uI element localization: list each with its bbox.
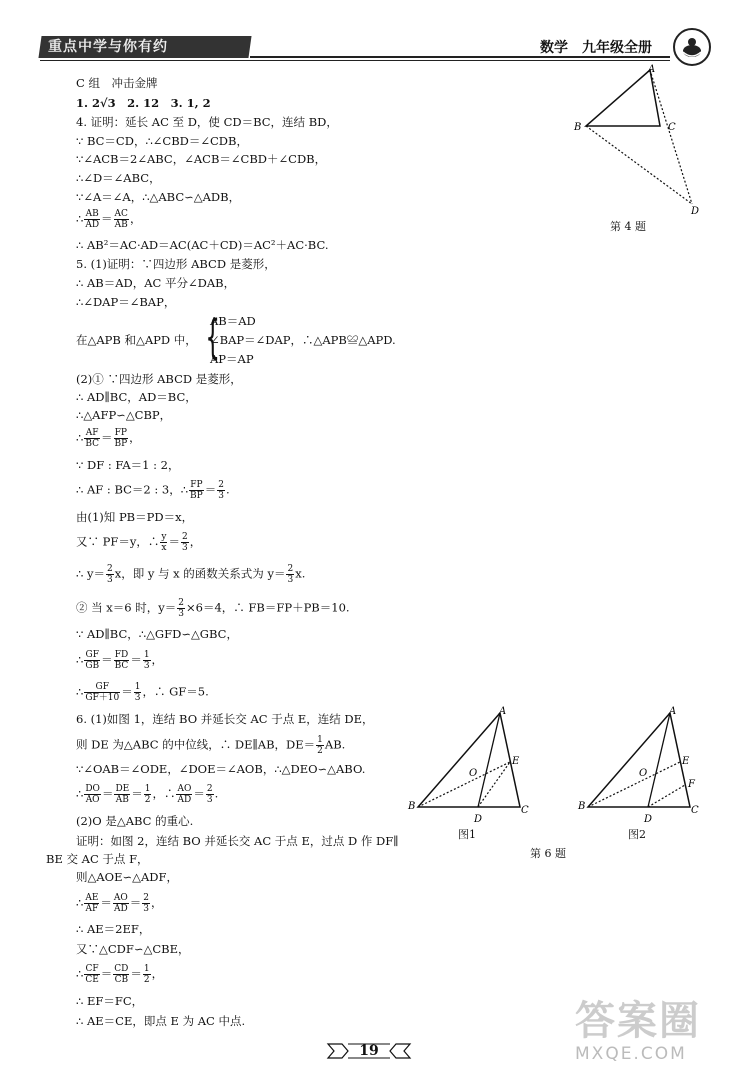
denominator: CB: [114, 975, 129, 985]
text-line: [76, 735, 345, 756]
answers-1-3: 1. 2√3 2. 12 3. 1, 2: [76, 96, 211, 110]
system-line: ∠BAP＝∠DAP，∴△APB≌△APD.: [210, 333, 396, 347]
text-span: AB.: [324, 737, 346, 752]
fig6-2-label-o: O: [639, 768, 648, 779]
numerator: 2: [218, 480, 224, 490]
fraction: [286, 564, 294, 585]
system-line: AP＝AP: [210, 352, 254, 366]
denominator: GF＋10: [85, 693, 120, 703]
fig6-1-label-o: O: [469, 768, 478, 779]
figure-4-diagram: [568, 62, 708, 222]
fraction: [160, 532, 167, 553]
figure-6-sub2-caption: 图2: [628, 828, 646, 841]
fraction: [143, 964, 151, 985]
fraction: [114, 428, 129, 449]
ratio-line: ∴ AF : BC＝2 : 3，∴ $\frac{FP}{BP}$ ＝ $\frac{2}{3}$ .: [76, 480, 230, 501]
fig6-1-label-c: C: [521, 805, 529, 816]
text-line: ∵∠ACB＝2∠ABC，∠ACB＝∠CBD＋∠CDB，: [76, 152, 327, 166]
numerator: AE: [85, 893, 99, 903]
ratio-line: ∴ $\frac{DO}{AO}$ ＝ $\frac{DE}{AB}$ ＝ $\frac{1}{2}$ ，∴ $\frac{AO}{AD}$ ＝ $\frac{2}{3}$ .: [76, 784, 219, 805]
numerator: AC: [114, 209, 128, 219]
text-line: 又∵△CDF∽△CBE，: [76, 942, 190, 956]
figure-6-caption: 第 6 题: [530, 847, 566, 860]
fraction: [84, 209, 100, 230]
numerator: GF: [84, 682, 120, 693]
text-line: 4. 证明：延长 AC 至 D，使 CD＝BC，连结 BD，: [76, 115, 338, 129]
denominator: AF: [85, 904, 99, 914]
numerator: FP: [190, 480, 203, 490]
text-span: ，∴ GF＝5.: [142, 684, 209, 699]
figure-6-diagrams: [402, 705, 712, 825]
fraction: [113, 893, 129, 914]
ratio-line: 又∵ PF＝y，∴ $\frac{y}{x}$ ＝ $\frac{2}{3}$ ，: [76, 532, 202, 553]
fraction: [84, 784, 101, 805]
text-line: 在△APB 和△APD 中，: [76, 333, 197, 347]
fraction: [177, 598, 185, 619]
text-span: ∴: [76, 430, 84, 445]
fraction: [84, 682, 120, 703]
text-line: (2)O 是△ABC 的重心.: [76, 814, 194, 828]
text-line: ∴ AD∥BC，AD＝BC，: [76, 390, 197, 404]
fraction: [113, 964, 129, 985]
ratio-line: ∴ $\frac{AF}{BC}$ ＝ $\frac{FP}{BP}$ ，: [76, 428, 141, 449]
watermark-top: 答案圈: [575, 998, 701, 1044]
page-number: 19: [359, 1043, 379, 1059]
text-line: (2)① ∵四边形 ABCD 是菱形，: [76, 372, 242, 386]
text-line: ∵ DF : FA＝1 : 2，: [76, 458, 180, 472]
fraction: [84, 964, 99, 985]
numerator: DO: [85, 784, 100, 794]
numerator: AB: [85, 209, 99, 219]
numerator: GF: [85, 650, 99, 660]
fig6-1-label-b: B: [408, 801, 416, 812]
denominator: BP: [190, 491, 203, 501]
fraction: [134, 682, 142, 703]
denominator: 3: [143, 661, 150, 671]
denominator: 3: [218, 491, 224, 501]
ratio-line: ∴ $\frac{AE}{AF}$ ＝ $\frac{AO}{AD}$ ＝ $\frac{2}{3}$ ，: [76, 893, 163, 914]
numerator: CD: [114, 964, 129, 974]
header-subject-grade: [540, 37, 652, 57]
text-line: 由(1)知 PB＝PD＝x，: [76, 510, 194, 524]
header-rule-thin: [40, 60, 670, 61]
text-span: ∴: [76, 895, 84, 910]
text-span: ，∴: [152, 786, 176, 801]
fraction: [84, 428, 100, 449]
denominator: 3: [178, 609, 184, 619]
denominator: 2: [317, 746, 323, 756]
numerator: 1: [144, 784, 151, 794]
numerator: 1: [143, 650, 150, 660]
denominator: BC: [85, 439, 99, 449]
ratio-line: ∴ $\frac{CF}{CE}$ ＝ $\frac{CD}{CB}$ ＝ $\frac{1}{2}$ ，: [76, 964, 164, 985]
fraction: [84, 650, 100, 671]
fig4-label-a: A: [648, 64, 656, 75]
fig6-1-label-e: E: [512, 756, 520, 767]
numerator: AO: [177, 784, 192, 794]
fraction: [114, 784, 130, 805]
numerator: 2: [206, 784, 213, 794]
text-line: [76, 598, 350, 619]
numerator: 2: [106, 564, 113, 574]
text-line: 证明：如图 2，连结 BO 并延长交 AC 于点 E，过点 D 作 DF∥: [76, 834, 399, 848]
fig6-2-label-c: C: [691, 805, 699, 816]
numerator: AO: [113, 893, 128, 903]
denominator: 3: [106, 575, 113, 585]
fraction: [106, 564, 114, 585]
fraction: [142, 893, 150, 914]
denominator: AD: [177, 795, 192, 805]
denominator: CE: [85, 975, 99, 985]
numerator: y: [161, 532, 167, 542]
fig6-2-label-a: A: [669, 706, 677, 717]
denominator: 3: [143, 904, 150, 914]
fraction: [316, 735, 324, 756]
text-span: ∴ y＝: [76, 566, 105, 581]
header-grade: 九年级全册: [582, 40, 652, 56]
fig6-2-label-d: D: [644, 814, 653, 825]
denominator: 3: [287, 575, 294, 585]
text-span: x，即 y 与 x 的函数关系式为 y＝: [114, 566, 286, 581]
denominator: AO: [85, 795, 100, 805]
ratio-line: ∴ $\frac{GF}{GB}$ ＝ $\frac{FD}{BC}$ ＝ $\frac{1}{3}$ ，: [76, 650, 164, 671]
fraction: [144, 784, 152, 805]
text-span: ＝: [101, 211, 113, 226]
fig4-label-d: D: [691, 206, 700, 217]
text-line: ∵ BC＝CD，∴∠CBD＝∠CDB，: [76, 134, 248, 148]
numerator: 1: [317, 735, 323, 745]
figure-4-caption: 第 4 题: [610, 220, 646, 233]
text-line: 6. (1)如图 1，连结 BO 并延长交 AC 于点 E，连结 DE，: [76, 712, 374, 726]
section-heading: C 组 冲击金牌: [76, 76, 158, 90]
text-line: ∵∠OAB＝∠ODE，∠DOE＝∠AOB，∴△DEO∽△ABO.: [76, 762, 366, 776]
fig6-2-label-b: B: [578, 801, 586, 812]
fig6-2-label-f: F: [688, 779, 695, 790]
text-span: ∴: [76, 652, 84, 667]
fraction: [206, 784, 214, 805]
text-line: ∵ AD∥BC，∴△GFD∽△GBC，: [76, 627, 238, 641]
watermark: [575, 998, 740, 1068]
fig6-1-label-d: D: [474, 814, 483, 825]
ratio-line: ∴ $\frac{GF}{GF+10}$ ＝ $\frac{1}{3}$ ，∴ GF＝5.: [76, 682, 209, 703]
fraction: [181, 532, 189, 553]
numerator: 2: [181, 532, 188, 542]
fig6-2-label-e: E: [682, 756, 690, 767]
text-span: ∴ AF : BC＝2 : 3，∴: [76, 482, 189, 497]
brace-icon: {: [205, 310, 220, 364]
text-span: ，: [129, 211, 142, 226]
watermark-bottom: MXQE.COM: [575, 1044, 687, 1064]
text-line: ∴∠DAP＝∠BAP，: [76, 295, 176, 309]
text-line: 5. (1)证明：∵四边形 ABCD 是菱形，: [76, 257, 276, 271]
header-subject: 数学: [540, 40, 568, 56]
fig4-label-b: B: [574, 122, 582, 133]
fraction: [114, 650, 130, 671]
denominator: AD: [113, 904, 128, 914]
denominator: 3: [134, 693, 141, 703]
denominator: AD: [85, 220, 100, 230]
text-line: ∵∠A＝∠A，∴△ABC∽△ADB，: [76, 190, 241, 204]
text-span: ∴: [76, 966, 84, 981]
text-span: ∴: [76, 684, 84, 699]
fraction: [143, 650, 151, 671]
numerator: AF: [85, 428, 99, 438]
text-line: BE 交 AC 于点 F，: [46, 852, 149, 866]
numerator: FD: [114, 650, 129, 660]
text-span: ×6＝4，∴ FB＝FP＋PB＝10.: [186, 600, 350, 615]
fraction: [217, 480, 225, 501]
text-span: ② 当 x＝6 时，y＝: [76, 600, 177, 615]
fraction: [189, 480, 204, 501]
text-line: 则△AOE∽△ADF，: [76, 870, 178, 884]
denominator: GB: [85, 661, 100, 671]
denominator: 2: [143, 975, 150, 985]
denominator: BC: [114, 661, 129, 671]
fraction: [84, 893, 99, 914]
numerator: 1: [143, 964, 150, 974]
numerator: 1: [134, 682, 141, 692]
text-span: ∴: [76, 211, 84, 226]
series-logo-icon: [673, 28, 711, 66]
text-span: ∴: [76, 786, 84, 801]
text-line: ∴△AFP∽△CBP，: [76, 408, 172, 422]
text-span: x.: [295, 566, 306, 581]
text-span: 又∵ PF＝y，∴: [76, 534, 160, 549]
header-title: 重点中学与你有约: [48, 39, 168, 55]
text-span: 则 DE 为△ABC 的中位线，∴ DE∥AB，DE＝: [76, 737, 316, 752]
denominator: BP: [114, 439, 128, 449]
denominator: 3: [206, 795, 213, 805]
numerator: DE: [115, 784, 130, 794]
numerator: 2: [143, 893, 150, 903]
denominator: x: [161, 543, 167, 553]
numerator: 2: [178, 598, 184, 608]
function-line: [76, 564, 305, 585]
text-line: ∴ EF＝FC，: [76, 994, 144, 1008]
numerator: FP: [114, 428, 127, 438]
denominator: 2: [144, 795, 151, 805]
fig4-label-c: C: [668, 122, 676, 133]
numerator: CF: [85, 964, 99, 974]
figure-6-sub1-caption: 图1: [458, 828, 476, 841]
denominator: AB: [114, 220, 128, 230]
fraction: [114, 209, 129, 230]
text-line: ∴ AB²＝AC·AD＝AC(AC＋CD)＝AC²＋AC·BC.: [76, 238, 329, 252]
text-line: ∴ AB＝AD，AC 平分∠DAB，: [76, 276, 236, 290]
text-line: ∴∠D＝∠ABC，: [76, 171, 161, 185]
denominator: AB: [115, 795, 129, 805]
ratio-line: [76, 209, 141, 230]
denominator: 3: [181, 543, 188, 553]
numerator: 2: [287, 564, 294, 574]
fraction: [176, 784, 192, 805]
text-line: ∴ AE＝CE，即点 E 为 AC 中点.: [76, 1014, 246, 1028]
fig6-1-label-a: A: [499, 706, 507, 717]
system-line: AB＝AD: [210, 314, 256, 328]
text-line: ∴ AE＝2EF，: [76, 922, 151, 936]
